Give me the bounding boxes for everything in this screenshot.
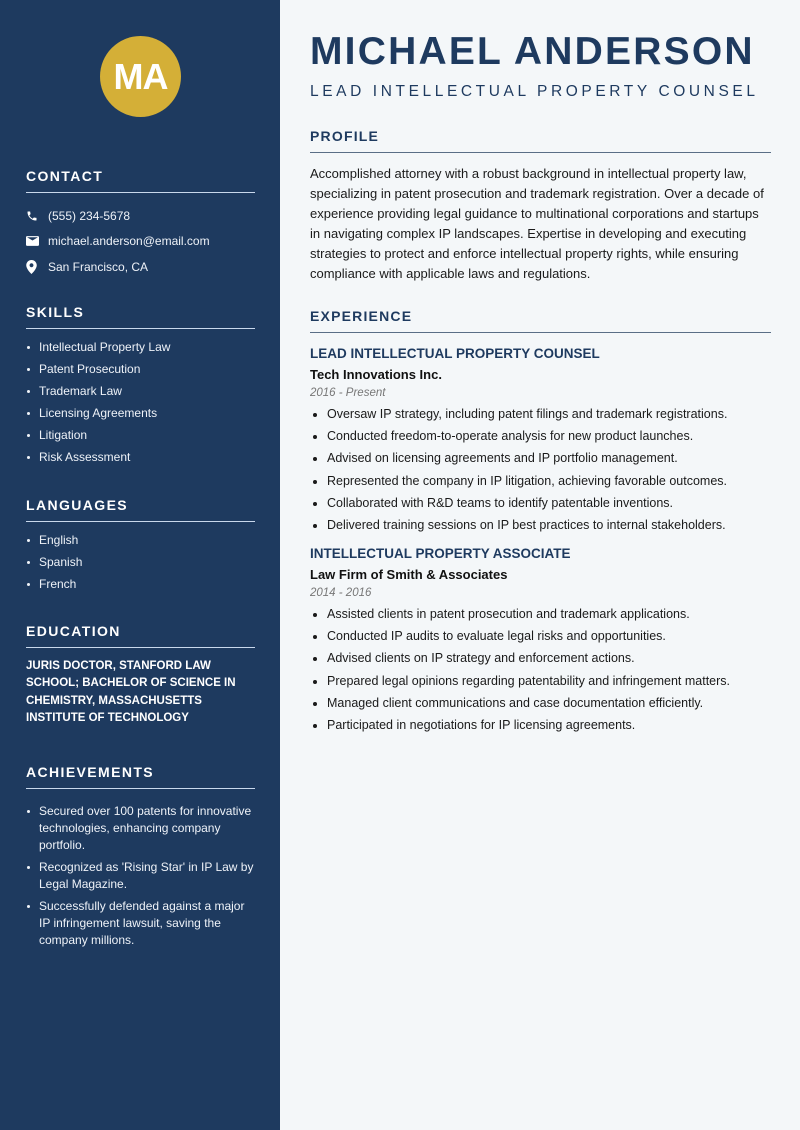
achievements-section [26,764,255,954]
education-section [26,623,255,727]
profile-heading: PROFILE [310,128,771,153]
phone-icon [26,210,48,222]
languages-section [26,497,255,598]
languages-heading: LANGUAGES [26,497,255,522]
contact-location [26,254,255,280]
job-bullet: Advised on licensing agreements and IP portfolio management. [310,450,771,467]
job-bullet: Collaborated with R&D teams to identify patentable inventions. [310,495,771,512]
job-bullets [310,606,771,734]
avatar-initials: MA [100,36,181,117]
job-bullet: Conducted IP audits to evaluate legal risks and opportunities. [310,628,771,645]
job-bullet: Represented the company in IP litigation, achieving favorable outcomes. [310,473,771,490]
job-bullet: Advised clients on IP strategy and enforcement actions. [310,650,771,667]
education-text: JURIS DOCTOR, STANFORD LAW SCHOOL; BACHELOR OF SCIENCE IN CHEMISTRY, MASSACHUSETTS INSTITUTE OF TECHNOLOGY [26,660,236,724]
candidate-name: MICHAEL ANDERSON [310,30,755,73]
email-text: michael.anderson@email.com [48,234,210,249]
skills-section [26,304,255,471]
job-entry [310,546,771,734]
skills-heading: SKILLS [26,304,255,329]
achievement-item: Secured over 100 patents for innovative technologies, enhancing company portfolio. [26,803,255,854]
job-bullet: Managed client communications and case documentation efficiently. [310,695,771,712]
job-title: LEAD INTELLECTUAL PROPERTY COUNSEL [310,346,600,361]
job-bullet: Delivered training sessions on IP best practices to internal stakeholders. [310,517,771,534]
email-icon [26,236,48,246]
experience-section [310,308,771,739]
job-dates: 2014 - 2016 [310,586,372,599]
language-item: Spanish [26,554,255,571]
contact-phone [26,203,255,229]
skill-item: Risk Assessment [26,449,255,466]
location-text: San Francisco, CA [48,259,149,274]
job-title: INTELLECTUAL PROPERTY ASSOCIATE [310,545,571,561]
profile-section [310,128,771,284]
achievements-heading: ACHIEVEMENTS [26,764,255,789]
skill-item: Trademark Law [26,383,255,400]
languages-list [26,532,255,593]
skills-list [26,339,255,466]
skill-item: Licensing Agreements [26,405,255,422]
language-item: French [26,576,255,593]
sidebar [0,0,280,1130]
contact-section [26,168,255,280]
job-company: Law Firm of Smith & Associates [310,566,508,582]
contact-heading: CONTACT [26,168,255,193]
education-heading: EDUCATION [26,623,255,648]
candidate-title: LEAD INTELLECTUAL PROPERTY COUNSEL [310,83,759,100]
phone-text: (555) 234-5678 [48,208,131,223]
achievement-item: Successfully defended against a major IP infringement lawsuit, saving the company millions. [26,898,255,949]
job-bullet: Participated in negotiations for IP licensing agreements. [310,717,771,734]
job-bullet: Conducted freedom-to-operate analysis for new product launches. [310,428,771,445]
job-company: Tech Innovations Inc. [310,367,442,382]
achievements-list [26,803,255,949]
location-pin-icon [26,260,48,274]
job-entry [310,346,771,534]
job-bullet: Prepared legal opinions regarding patentability and infringement matters. [310,673,771,690]
job-dates: 2016 - Present [310,387,386,399]
skill-item: Litigation [26,427,255,444]
job-bullet: Assisted clients in patent prosecution and trademark applications. [310,606,771,623]
skill-item: Intellectual Property Law [26,339,255,356]
experience-heading: EXPERIENCE [310,308,771,333]
job-bullet: Oversaw IP strategy, including patent filings and trademark registrations. [310,406,771,423]
profile-text: Accomplished attorney with a robust background in intellectual property law, specializing in patent prosecution and trademark registration. Over a decade of experience providing legal guidance to multinational corporations and startups in navigating complex IP landscapes. Expertise in developing and executing strategies to protect and enforce intellectual property rights, while ensuring compliance with applicable laws and regulations. [310,166,764,281]
skill-item: Patent Prosecution [26,361,255,378]
achievement-item: Recognized as 'Rising Star' in IP Law by Legal Magazine. [26,859,255,893]
language-item: English [26,532,255,549]
contact-email [26,229,255,255]
job-bullets [310,406,771,534]
